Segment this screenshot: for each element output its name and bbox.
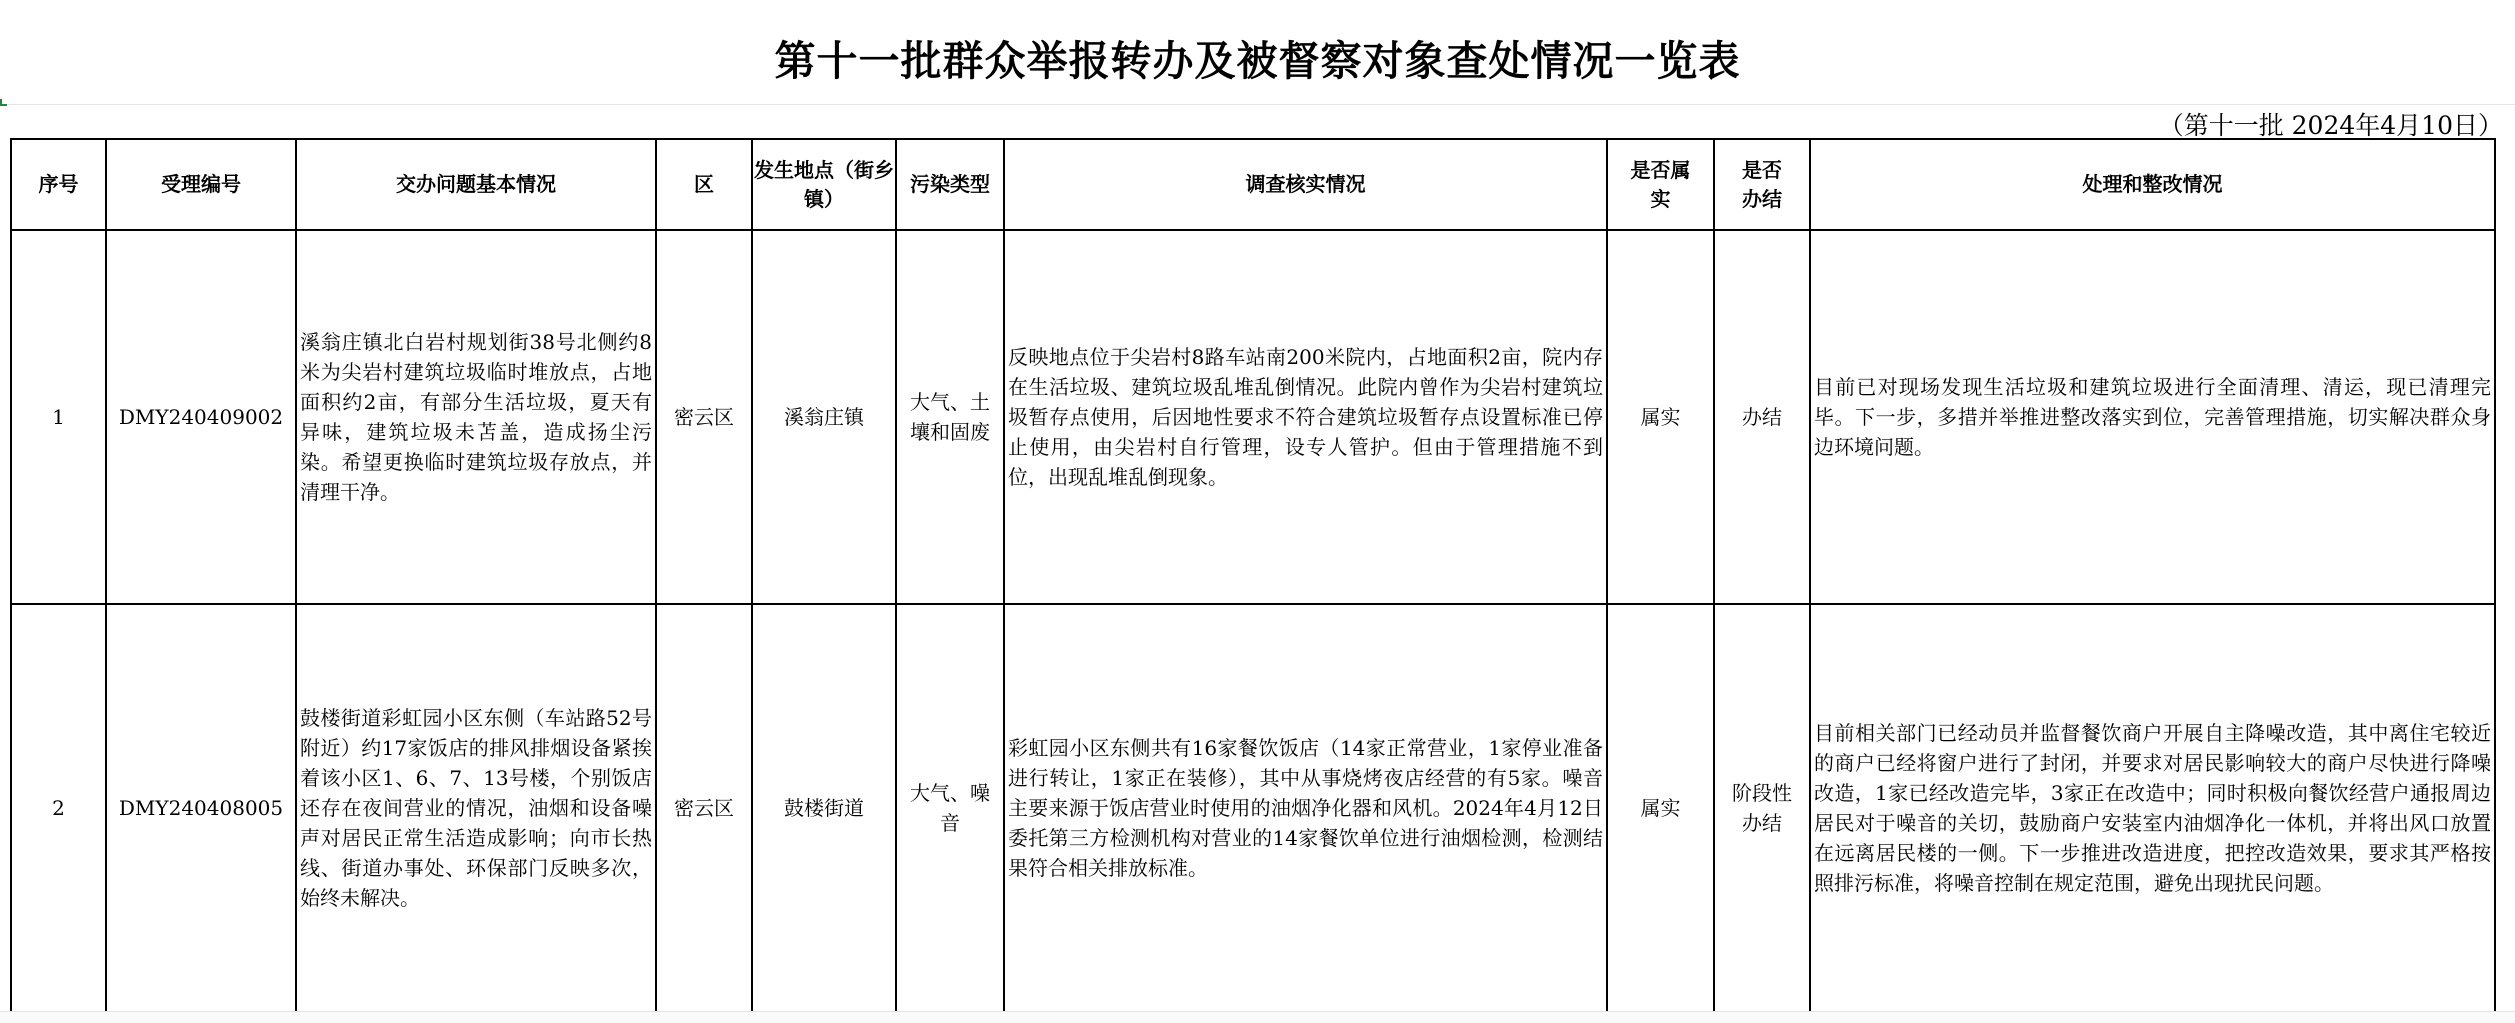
cell-district: 密云区 xyxy=(656,230,752,604)
cell-issue xyxy=(296,230,656,604)
cell-closed: 阶段性办结 xyxy=(1714,604,1810,1012)
table-row xyxy=(11,604,2495,1012)
cell-issue-text: 鼓楼街道彩虹园小区东侧（车站路52号附近）约17家饭店的排风排烟设备紧挨着该小区1、6、7、13号楼，个别饭店还存在夜间营业的情况，油烟和设备噪声对居民正常生活造成影响；向市长热线、街道办事处、环保部门反映多次，始终未解决。 xyxy=(300,706,652,910)
page-title: 第十一批群众举报转办及被督察对象查处情况一览表 xyxy=(774,37,1741,85)
cell-investigation xyxy=(1004,604,1607,1012)
header-case-no: 受理编号 xyxy=(106,139,296,230)
cell-handling-text: 目前已对现场发现生活垃圾和建筑垃圾进行全面清理、清运，现已清理完毕。下一步，多措并举推进整改落实到位，完善管理措施，切实解决群众身边环境问题。 xyxy=(1814,375,2491,459)
cell-seq: 2 xyxy=(11,604,106,1012)
cell-location: 溪翁庄镇 xyxy=(752,230,896,604)
header-district: 区 xyxy=(656,139,752,230)
report-table xyxy=(10,138,2496,1013)
cell-investigation-text: 反映地点位于尖岩村8路车站南200米院内，占地面积2亩，院内存在生活垃圾、建筑垃圾乱堆乱倒情况。此院内曾作为尖岩村建筑垃圾暂存点使用，后因地性要求不符合建筑垃圾暂存点设置标准已停止使用，由尖岩村自行管理，设专人管护。但由于管理措施不到位，出现乱堆乱倒现象。 xyxy=(1008,345,1603,489)
cell-case-no: DMY240409002 xyxy=(106,230,296,604)
sheet-bottom-edge xyxy=(0,1011,2515,1023)
cell-district: 密云区 xyxy=(656,604,752,1012)
header-issue: 交办问题基本情况 xyxy=(296,139,656,230)
cell-issue-text: 溪翁庄镇北白岩村规划街38号北侧约8米为尖岩村建筑垃圾临时堆放点，占地面积约2亩，有部分生活垃圾，夏天有异味，建筑垃圾未苫盖，造成扬尘污染。希望更换临时建筑垃圾存放点，并清理干净。 xyxy=(300,330,652,504)
cell-verified: 属实 xyxy=(1607,230,1714,604)
cell-investigation xyxy=(1004,230,1607,604)
cell-selection-marker xyxy=(0,99,7,106)
header-handling: 处理和整改情况 xyxy=(1810,139,2495,230)
header-seq: 序号 xyxy=(11,139,106,230)
cell-verified: 属实 xyxy=(1607,604,1714,1012)
cell-handling xyxy=(1810,230,2495,604)
header-verified: 是否属实 xyxy=(1607,139,1714,230)
cell-investigation-text: 彩虹园小区东侧共有16家餐饮饭店（14家正常营业，1家停业准备进行转让，1家正在装修），其中从事烧烤夜店经营的有5家。噪音主要来源于饭店营业时使用的油烟净化器和风机。2024年4月12日委托第三方检测机构对营业的14家餐饮单位进行油烟检测，检测结果符合相关排放标准。 xyxy=(1008,736,1603,880)
cell-seq: 1 xyxy=(11,230,106,604)
header-location: 发生地点（街乡镇） xyxy=(752,139,896,230)
header-pollution: 污染类型 xyxy=(896,139,1004,230)
table-row xyxy=(11,230,2495,604)
title-bar xyxy=(0,0,2515,105)
cell-case-no: DMY240408005 xyxy=(106,604,296,1012)
cell-pollution: 大气、噪音 xyxy=(896,604,1004,1012)
cell-pollution: 大气、土壤和固废 xyxy=(896,230,1004,604)
cell-location: 鼓楼街道 xyxy=(752,604,896,1012)
batch-date-note: （第十一批 2024年4月10日） xyxy=(2158,111,2503,140)
report-table-container xyxy=(10,138,2496,1013)
cell-issue xyxy=(296,604,656,1012)
header-investigation: 调查核实情况 xyxy=(1004,139,1607,230)
cell-handling xyxy=(1810,604,2495,1012)
header-closed: 是否办结 xyxy=(1714,139,1810,230)
cell-handling-text: 目前相关部门已经动员并监督餐饮商户开展自主降噪改造，其中离住宅较近的商户已经将窗户进行了封闭，并要求对居民影响较大的商户尽快进行降噪改造，1家已经改造完毕，3家正在改造中；同时积极向餐饮经营户通报周边居民对于噪音的关切，鼓励商户安装室内油烟净化一体机，并将出风口放置在远离居民楼的一侧。下一步推进改造进度，把控改造效果，要求其严格按照排污标准，将噪音控制在规定范围，避免出现扰民问题。 xyxy=(1814,721,2491,895)
cell-closed: 办结 xyxy=(1714,230,1810,604)
header-row xyxy=(11,139,2495,230)
